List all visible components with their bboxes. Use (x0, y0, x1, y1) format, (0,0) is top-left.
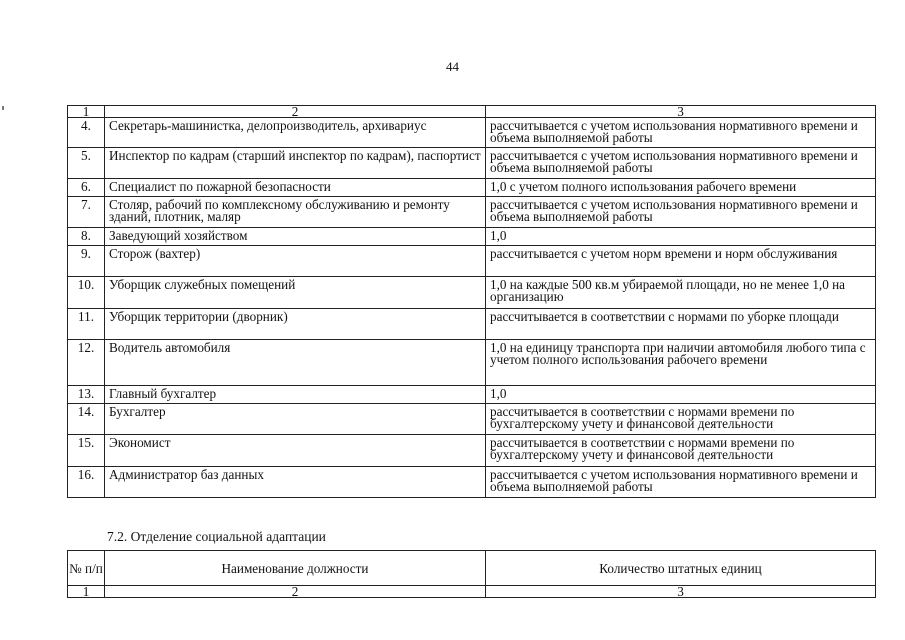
position-name: Специалист по пожарной безопасности (105, 179, 486, 197)
position-name: Секретарь-машинистка, делопроизводитель, архивариус (105, 118, 486, 148)
row-number: 16. (68, 467, 105, 498)
row-number: 8. (68, 228, 105, 246)
row-number: 7. (68, 197, 105, 228)
position-name: Экономист (105, 435, 486, 467)
row-number: 12. (68, 340, 105, 386)
table-row (68, 467, 876, 498)
table-row (68, 118, 876, 148)
column-number-cell: 1 (68, 106, 105, 118)
column-numbers-row (68, 106, 876, 118)
staff-units-note: рассчитывается в соответствии с нормами по уборке площади (486, 309, 876, 340)
column-number-cell: 2 (105, 106, 486, 118)
row-number: 4. (68, 118, 105, 148)
section-title: 7.2. Отделение социальной адаптации (107, 529, 326, 544)
column-header-position: Наименование должности (105, 551, 486, 586)
staff-units-note: 1,0 с учетом полного использования рабочего времени (486, 179, 876, 197)
row-number: 9. (68, 246, 105, 277)
staff-units-note: 1,0 (486, 228, 876, 246)
position-name: Бухгалтер (105, 404, 486, 435)
header-row (68, 551, 876, 586)
staff-units-note: 1,0 на каждые 500 кв.м убираемой площади, но не менее 1,0 на организацию (486, 277, 876, 309)
column-number-cell: 3 (486, 106, 876, 118)
margin-mark (2, 106, 4, 110)
position-name: Уборщик служебных помещений (105, 277, 486, 309)
column-header-staff-units: Количество штатных единиц (486, 551, 876, 586)
staff-units-note: 1,0 (486, 386, 876, 404)
position-name: Водитель автомобиля (105, 340, 486, 386)
row-number: 11. (68, 309, 105, 340)
position-name: Уборщик территории (дворник) (105, 309, 486, 340)
position-name: Сторож (вахтер) (105, 246, 486, 277)
staff-units-note: рассчитывается с учетом использования нормативного времени и объема выполняемой работы (486, 148, 876, 179)
staffing-table-header (67, 550, 876, 598)
column-number-cell: 1 (68, 586, 105, 598)
row-number: 6. (68, 179, 105, 197)
table-row (68, 404, 876, 435)
table-row (68, 386, 876, 404)
row-number: 15. (68, 435, 105, 467)
column-number-cell: 2 (105, 586, 486, 598)
table-row (68, 277, 876, 309)
row-number: 13. (68, 386, 105, 404)
page-number: 44 (446, 59, 459, 74)
staff-units-note: рассчитывается в соответствии с нормами времени по бухгалтерскому учету и финансовой деятельности (486, 404, 876, 435)
table-row (68, 246, 876, 277)
table-row (68, 228, 876, 246)
staffing-table (67, 105, 876, 498)
position-name: Заведующий хозяйством (105, 228, 486, 246)
table-row (68, 148, 876, 179)
staff-units-note: рассчитывается с учетом использования нормативного времени и объема выполняемой работы (486, 118, 876, 148)
row-number: 5. (68, 148, 105, 179)
table-row (68, 197, 876, 228)
staff-units-note: рассчитывается в соответствии с нормами времени по бухгалтерскому учету и финансовой деятельности (486, 435, 876, 467)
table-row (68, 435, 876, 467)
table-row (68, 340, 876, 386)
table-row (68, 179, 876, 197)
column-numbers-row (68, 586, 876, 598)
position-name: Администратор баз данных (105, 467, 486, 498)
column-number-cell: 3 (486, 586, 876, 598)
staff-units-note: 1,0 на единицу транспорта при наличии автомобиля любого типа с учетом полного использования рабочего времени (486, 340, 876, 386)
table-row (68, 309, 876, 340)
row-number: 14. (68, 404, 105, 435)
row-number: 10. (68, 277, 105, 309)
position-name: Главный бухгалтер (105, 386, 486, 404)
staff-units-note: рассчитывается с учетом использования нормативного времени и объема выполняемой работы (486, 197, 876, 228)
staff-units-note: рассчитывается с учетом норм времени и норм обслуживания (486, 246, 876, 277)
position-name: Инспектор по кадрам (старший инспектор по кадрам), паспортист (105, 148, 486, 179)
staff-units-note: рассчитывается с учетом использования нормативного времени и объема выполняемой работы (486, 467, 876, 498)
position-name: Столяр, рабочий по комплексному обслуживанию и ремонту зданий, плотник, маляр (105, 197, 486, 228)
column-header-number: № п/п (68, 551, 105, 586)
